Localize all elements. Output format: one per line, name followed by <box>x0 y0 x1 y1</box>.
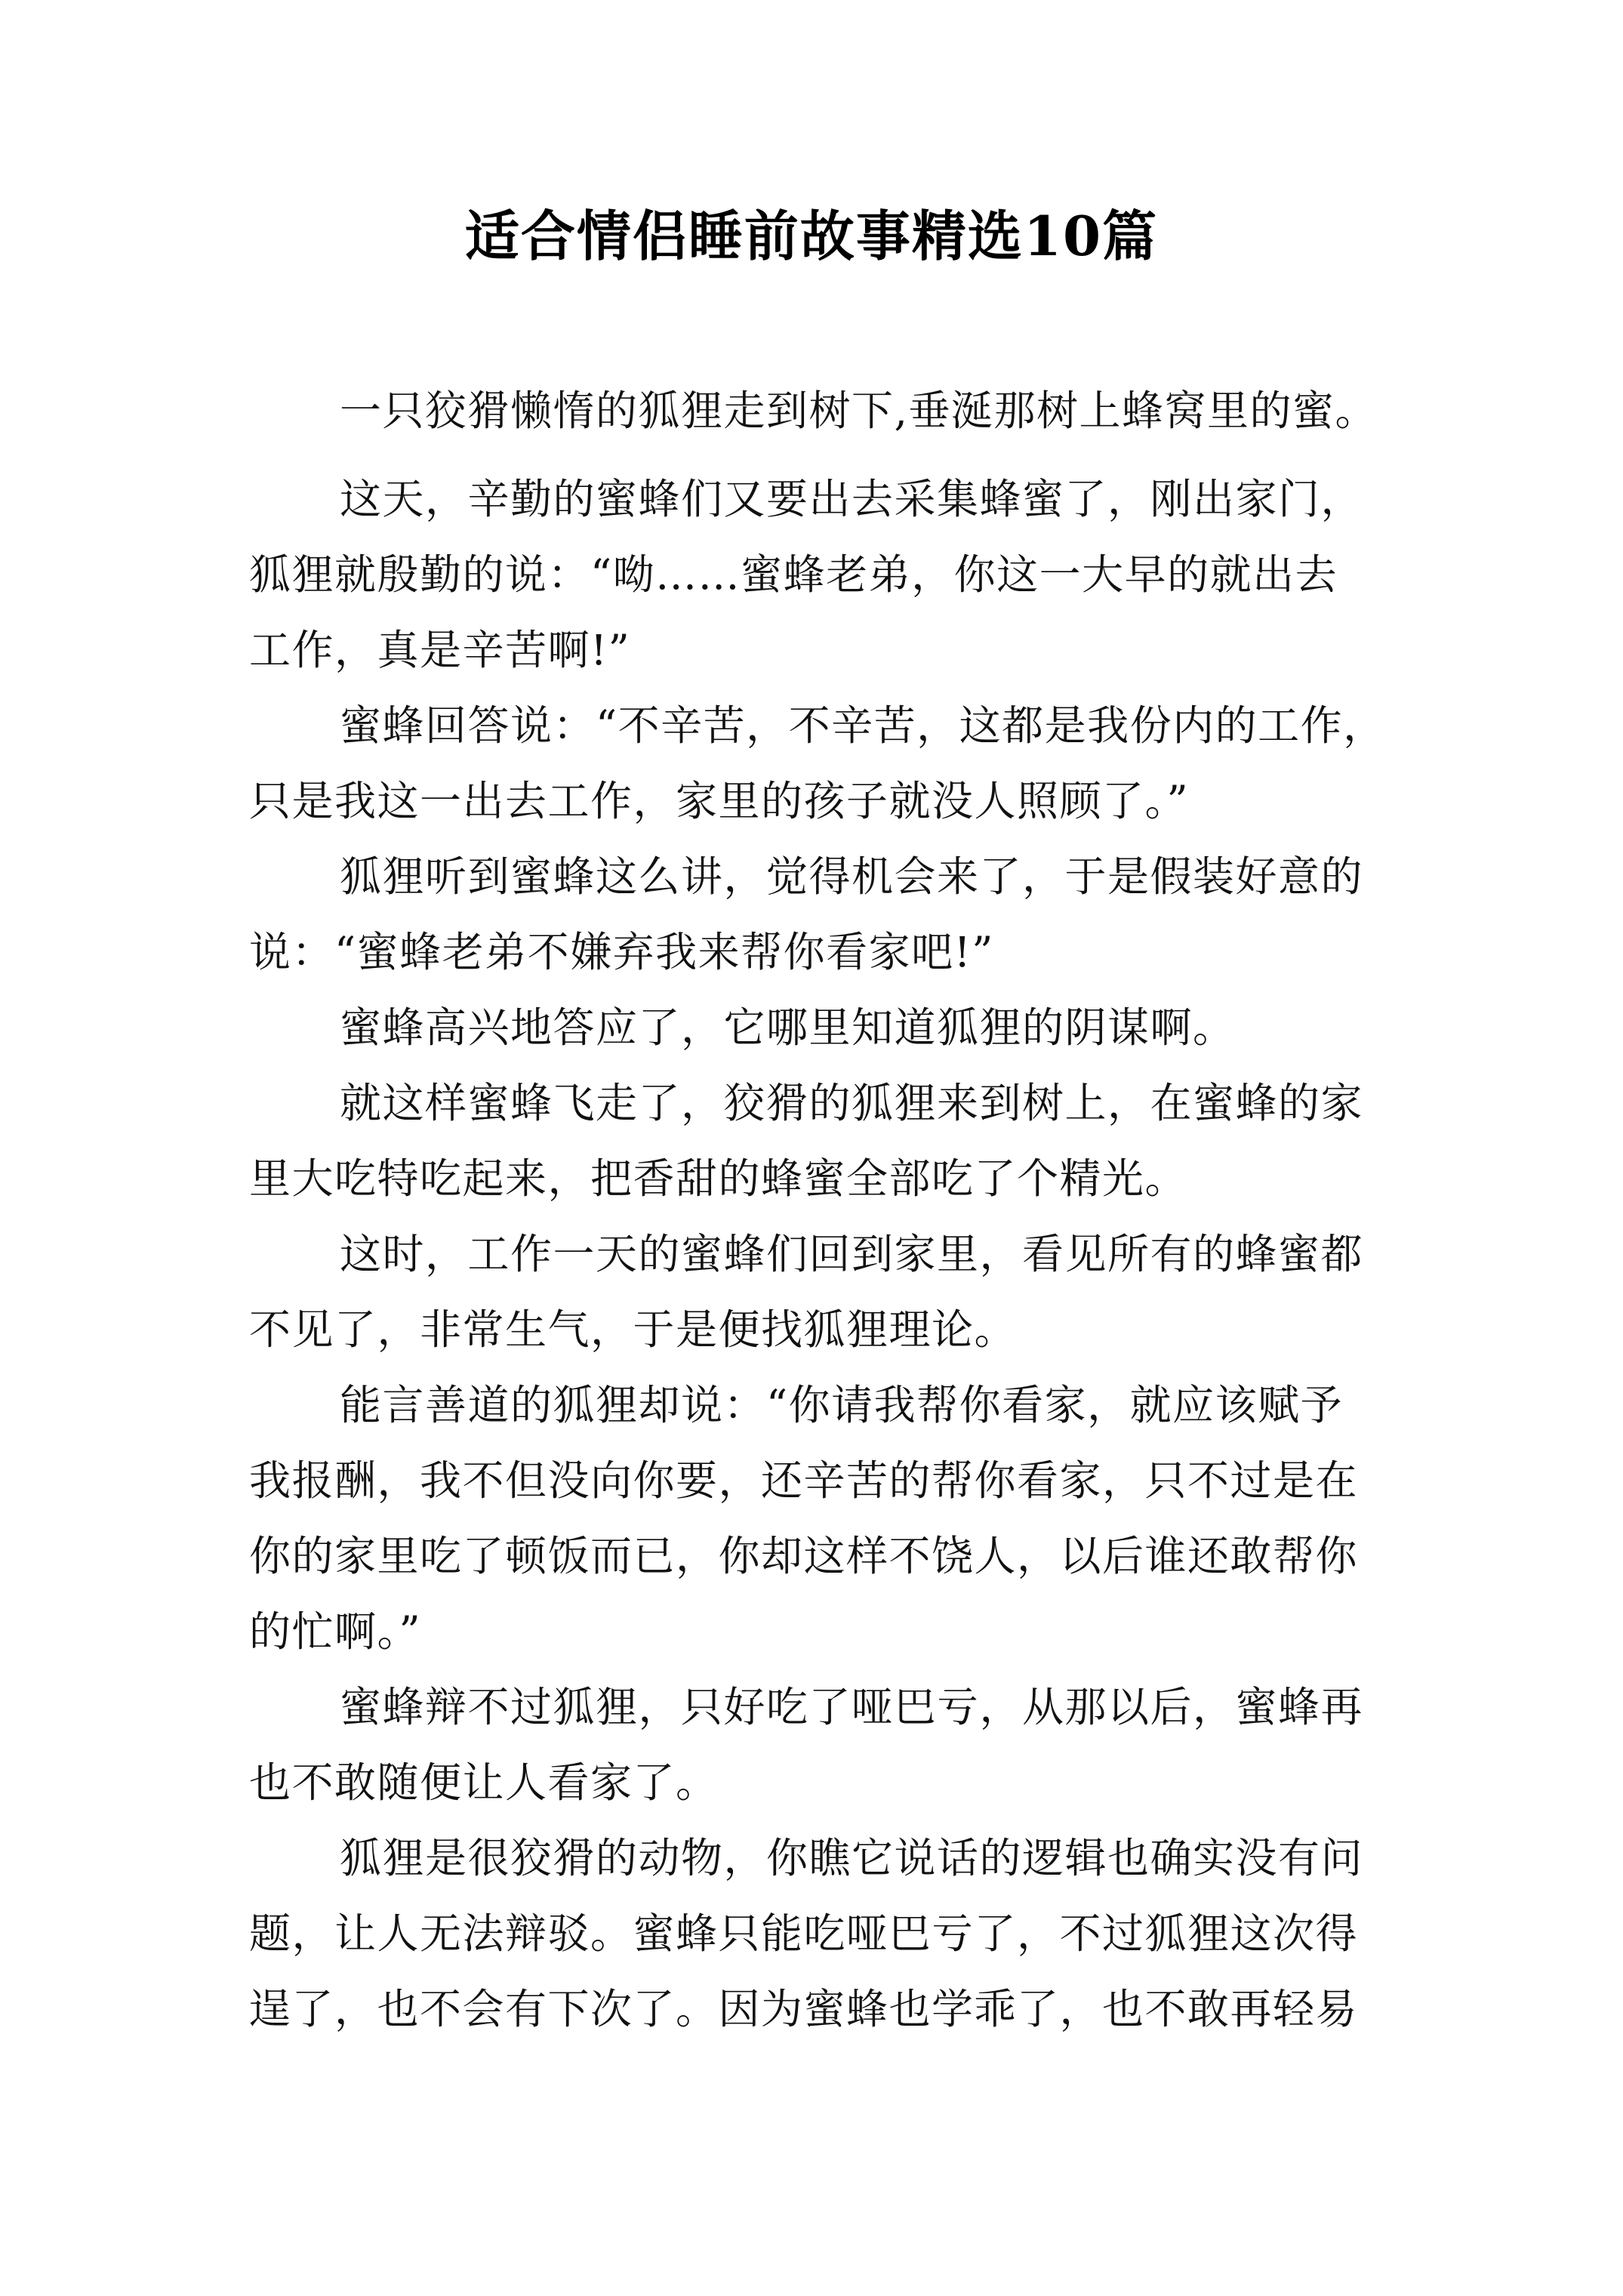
text-line: 也不敢随便让人看家了。 <box>249 1758 719 1807</box>
text-line: 题，让人无法辩驳。蜜蜂只能吃哑巴亏了，不过狐狸这次得 <box>249 1909 1359 1958</box>
text-line: 这天，辛勤的蜜蜂们又要出去采集蜂蜜了，刚出家门， <box>340 475 1364 523</box>
text-line: 不见了，非常生气，于是便找狐狸理论。 <box>249 1305 1018 1354</box>
text-line: 一只狡猾懒惰的狐狸走到树下,垂涎那树上蜂窝里的蜜。 <box>340 387 1378 435</box>
text-line: 的忙啊。” <box>249 1607 422 1656</box>
text-line: 狐狸是很狡猾的动物，你瞧它说话的逻辑也确实没有问 <box>340 1834 1364 1882</box>
text-line: 狐狸就殷勤的说：“呦……蜜蜂老弟，你这一大早的就出去 <box>249 550 1338 599</box>
text-line: 蜜蜂高兴地答应了，它哪里知道狐狸的阴谋啊。 <box>340 1003 1236 1052</box>
text-line: 就这样蜜蜂飞走了，狡猾的狐狸来到树上，在蜜蜂的家 <box>340 1079 1364 1127</box>
text-line: 你的家里吃了顿饭而已，你却这样不饶人，以后谁还敢帮你 <box>249 1532 1359 1580</box>
text-line: 只是我这一出去工作，家里的孩子就没人照顾了。” <box>249 777 1190 825</box>
text-line: 狐狸听到蜜蜂这么讲，觉得机会来了，于是假装好意的 <box>340 852 1364 901</box>
text-line: 我报酬，我不但没向你要，还辛苦的帮你看家，只不过是在 <box>249 1456 1359 1505</box>
text-line: 能言善道的狐狸却说：“你请我帮你看家，就应该赋予 <box>340 1381 1344 1429</box>
document-title: 适合情侣睡前故事精选10篇 <box>464 204 1159 268</box>
text-line: 蜜蜂辩不过狐狸，只好吃了哑巴亏，从那以后，蜜蜂再 <box>340 1683 1364 1731</box>
text-line: 工作，真是辛苦啊!” <box>249 626 631 674</box>
text-line: 说：“蜜蜂老弟不嫌弃我来帮你看家吧!” <box>249 928 994 976</box>
text-line: 蜜蜂回答说：“不辛苦，不辛苦，这都是我份内的工作， <box>340 701 1386 750</box>
text-line: 逞了，也不会有下次了。因为蜜蜂也学乖了，也不敢再轻易 <box>249 1985 1359 2033</box>
text-line: 里大吃特吃起来，把香甜的蜂蜜全部吃了个精光。 <box>249 1154 1188 1203</box>
text-line: 这时，工作一天的蜜蜂们回到家里，看见所有的蜂蜜都 <box>340 1230 1364 1278</box>
